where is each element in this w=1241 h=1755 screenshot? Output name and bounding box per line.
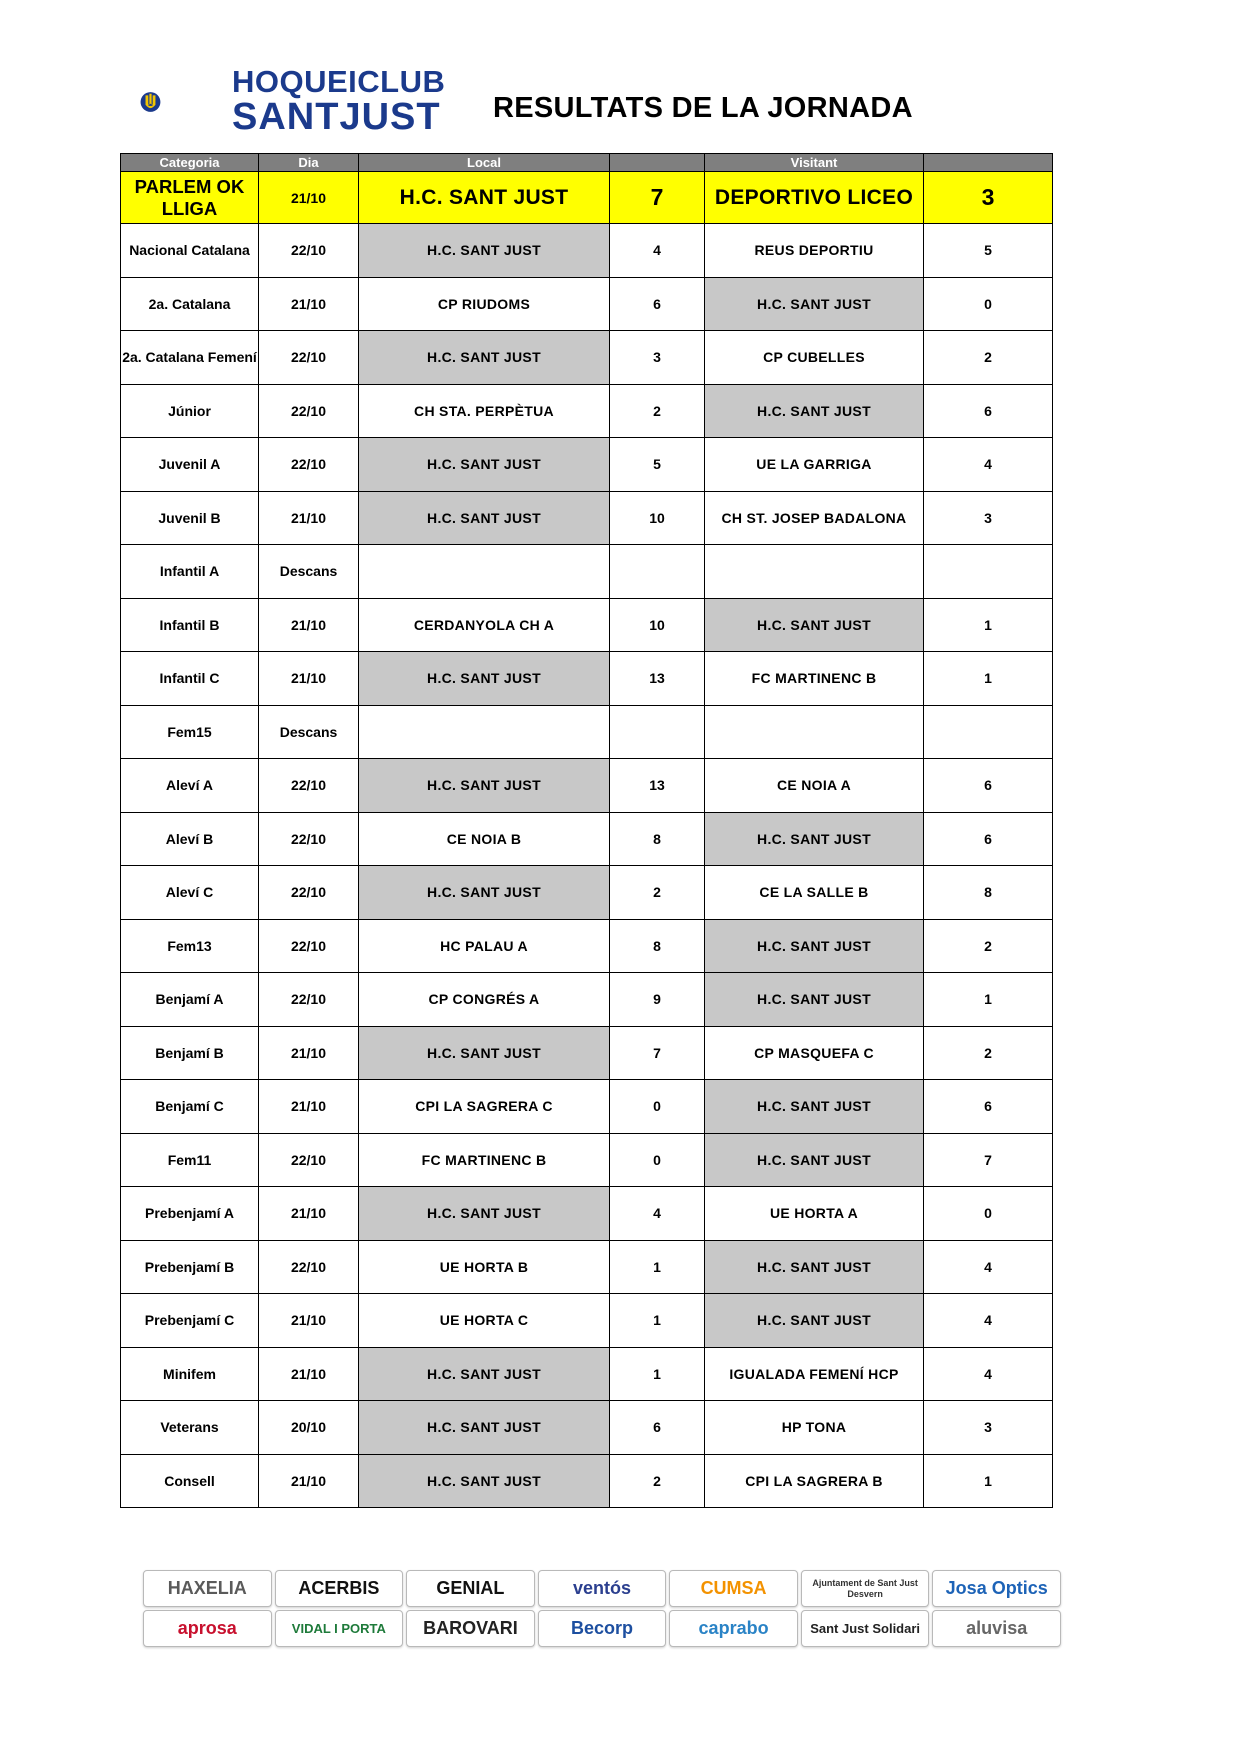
table-row	[121, 1133, 1053, 1187]
category-cell: Nacional Catalana	[121, 224, 259, 278]
table-row	[121, 1240, 1053, 1294]
date-cell: 21/10	[259, 277, 359, 331]
visitor-score-cell: 4	[924, 1240, 1053, 1294]
local-team-cell: UE HORTA B	[359, 1240, 610, 1294]
visitor-score-cell: 6	[924, 759, 1053, 813]
category-cell: Prebenjamí A	[121, 1187, 259, 1241]
local-score-cell	[610, 705, 705, 759]
visitor-score-cell: 7	[924, 1133, 1053, 1187]
local-team-cell: H.C. SANT JUST	[359, 1187, 610, 1241]
local-team-cell	[359, 705, 610, 759]
local-team-cell: HC PALAU A	[359, 919, 610, 973]
column-header-visitor: Visitant	[705, 154, 924, 172]
local-score-cell: 4	[610, 224, 705, 278]
column-header-visitor-score	[924, 154, 1053, 172]
local-team-cell: CP CONGRÉS A	[359, 973, 610, 1027]
category-cell: Juvenil A	[121, 438, 259, 492]
visitor-team-cell: HP TONA	[705, 1401, 924, 1455]
visitor-score-cell	[924, 545, 1053, 599]
local-team-cell: CH STA. PERPÈTUA	[359, 384, 610, 438]
table-row	[121, 1294, 1053, 1348]
table-header-row	[121, 154, 1053, 172]
local-score-cell: 9	[610, 973, 705, 1027]
category-cell: Fem13	[121, 919, 259, 973]
date-cell: 22/10	[259, 866, 359, 920]
date-cell: 22/10	[259, 973, 359, 1027]
table-row	[121, 598, 1053, 652]
featured-match-row	[121, 172, 1053, 224]
visitor-team-cell: CE NOIA A	[705, 759, 924, 813]
table-row	[121, 1401, 1053, 1455]
date-cell: 22/10	[259, 1133, 359, 1187]
table-row	[121, 705, 1053, 759]
table-row	[121, 652, 1053, 706]
date-cell: Descans	[259, 705, 359, 759]
sponsor-logo: Ajuntament de Sant Just Desvern	[801, 1570, 930, 1607]
column-header-category: Categoria	[121, 154, 259, 172]
date-cell: 21/10	[259, 1347, 359, 1401]
category-cell: Veterans	[121, 1401, 259, 1455]
visitor-score-cell: 6	[924, 384, 1053, 438]
table-row	[121, 1454, 1053, 1508]
visitor-team-cell: CE LA SALLE B	[705, 866, 924, 920]
local-team-cell: CPI LA SAGRERA C	[359, 1080, 610, 1134]
visitor-team-cell: H.C. SANT JUST	[705, 973, 924, 1027]
visitor-score-cell: 3	[924, 1401, 1053, 1455]
visitor-team-cell: H.C. SANT JUST	[705, 919, 924, 973]
sponsor-logo: aprosa	[143, 1610, 272, 1647]
local-team-cell: H.C. SANT JUST	[359, 1347, 610, 1401]
table-row	[121, 384, 1053, 438]
local-score-cell: 6	[610, 1401, 705, 1455]
category-cell: Fem15	[121, 705, 259, 759]
sponsor-logo: GENIAL	[406, 1570, 535, 1607]
local-team-cell: FC MARTINENC B	[359, 1133, 610, 1187]
visitor-team-cell: CPI LA SAGRERA B	[705, 1454, 924, 1508]
visitor-team-cell: H.C. SANT JUST	[705, 1240, 924, 1294]
date-cell: 22/10	[259, 438, 359, 492]
local-team-cell: H.C. SANT JUST	[359, 224, 610, 278]
local-team-cell: H.C. SANT JUST	[359, 1454, 610, 1508]
local-score-cell: 5	[610, 438, 705, 492]
category-cell: Benjamí A	[121, 973, 259, 1027]
local-team-cell: CERDANYOLA CH A	[359, 598, 610, 652]
sponsor-logo: ACERBIS	[275, 1570, 404, 1607]
date-cell: 22/10	[259, 812, 359, 866]
visitor-team-cell: FC MARTINENC B	[705, 652, 924, 706]
category-cell: Aleví C	[121, 866, 259, 920]
visitor-score-cell: 0	[924, 1187, 1053, 1241]
visitor-score-cell: 3	[924, 172, 1053, 224]
category-cell: Prebenjamí C	[121, 1294, 259, 1348]
date-cell: 21/10	[259, 1454, 359, 1508]
visitor-score-cell: 2	[924, 919, 1053, 973]
date-cell: 20/10	[259, 1401, 359, 1455]
table-row	[121, 812, 1053, 866]
local-score-cell: 13	[610, 652, 705, 706]
visitor-team-cell: H.C. SANT JUST	[705, 384, 924, 438]
table-row	[121, 491, 1053, 545]
local-team-cell	[359, 545, 610, 599]
date-cell: 21/10	[259, 1080, 359, 1134]
table-row	[121, 1347, 1053, 1401]
date-cell: 22/10	[259, 759, 359, 813]
visitor-score-cell: 3	[924, 491, 1053, 545]
date-cell: Descans	[259, 545, 359, 599]
local-score-cell: 0	[610, 1080, 705, 1134]
date-cell: 21/10	[259, 491, 359, 545]
local-score-cell: 6	[610, 277, 705, 331]
visitor-score-cell: 2	[924, 1026, 1053, 1080]
date-cell: 21/10	[259, 598, 359, 652]
local-score-cell: 4	[610, 1187, 705, 1241]
date-cell: 21/10	[259, 1187, 359, 1241]
visitor-team-cell: IGUALADA FEMENÍ HCP	[705, 1347, 924, 1401]
local-team-cell: CP RIUDOMS	[359, 277, 610, 331]
visitor-score-cell: 5	[924, 224, 1053, 278]
visitor-score-cell: 6	[924, 1080, 1053, 1134]
table-row	[121, 1026, 1053, 1080]
visitor-team-cell: H.C. SANT JUST	[705, 1080, 924, 1134]
category-cell: Benjamí B	[121, 1026, 259, 1080]
table-row	[121, 224, 1053, 278]
visitor-score-cell: 8	[924, 866, 1053, 920]
local-team-cell: H.C. SANT JUST	[359, 652, 610, 706]
category-cell: Consell	[121, 1454, 259, 1508]
sponsor-logo: ventós	[538, 1570, 667, 1607]
visitor-team-cell: H.C. SANT JUST	[705, 277, 924, 331]
visitor-score-cell: 0	[924, 277, 1053, 331]
local-team-cell: H.C. SANT JUST	[359, 866, 610, 920]
date-cell: 21/10	[259, 1294, 359, 1348]
local-score-cell: 10	[610, 598, 705, 652]
sponsor-logo: Becorp	[538, 1610, 667, 1647]
visitor-team-cell: DEPORTIVO LICEO	[705, 172, 924, 224]
column-header-local: Local	[359, 154, 610, 172]
visitor-team-cell: CP MASQUEFA C	[705, 1026, 924, 1080]
sponsor-logo: Josa Optics	[932, 1570, 1061, 1607]
date-cell: 22/10	[259, 224, 359, 278]
category-cell: Infantil B	[121, 598, 259, 652]
sponsor-logo: HAXELIA	[143, 1570, 272, 1607]
visitor-team-cell: UE HORTA A	[705, 1187, 924, 1241]
table-row	[121, 438, 1053, 492]
column-header-local-score	[610, 154, 705, 172]
visitor-team-cell: H.C. SANT JUST	[705, 1294, 924, 1348]
visitor-score-cell: 1	[924, 973, 1053, 1027]
visitor-team-cell	[705, 705, 924, 759]
visitor-team-cell: CH ST. JOSEP BADALONA	[705, 491, 924, 545]
local-team-cell: UE HORTA C	[359, 1294, 610, 1348]
category-cell: Juvenil B	[121, 491, 259, 545]
local-score-cell: 10	[610, 491, 705, 545]
visitor-score-cell: 4	[924, 1347, 1053, 1401]
local-team-cell: H.C. SANT JUST	[359, 491, 610, 545]
local-score-cell: 3	[610, 331, 705, 385]
club-logo-emblem	[140, 64, 220, 140]
local-score-cell: 1	[610, 1294, 705, 1348]
visitor-team-cell: H.C. SANT JUST	[705, 1133, 924, 1187]
table-row	[121, 759, 1053, 813]
visitor-score-cell: 1	[924, 1454, 1053, 1508]
local-score-cell: 1	[610, 1347, 705, 1401]
table-row	[121, 331, 1053, 385]
results-table	[120, 153, 1053, 1508]
local-team-cell: H.C. SANT JUST	[359, 759, 610, 813]
local-score-cell: 8	[610, 919, 705, 973]
visitor-score-cell: 1	[924, 598, 1053, 652]
local-score-cell: 2	[610, 1454, 705, 1508]
sponsor-logo: caprabo	[669, 1610, 798, 1647]
table-row	[121, 545, 1053, 599]
visitor-team-cell: REUS DEPORTIU	[705, 224, 924, 278]
category-cell: Infantil C	[121, 652, 259, 706]
visitor-score-cell: 6	[924, 812, 1053, 866]
category-cell: PARLEM OK LLIGA	[121, 172, 259, 224]
visitor-score-cell: 4	[924, 1294, 1053, 1348]
local-team-cell: H.C. SANT JUST	[359, 172, 610, 224]
visitor-team-cell: CP CUBELLES	[705, 331, 924, 385]
visitor-score-cell: 4	[924, 438, 1053, 492]
visitor-team-cell: UE LA GARRIGA	[705, 438, 924, 492]
local-score-cell: 1	[610, 1240, 705, 1294]
local-score-cell: 7	[610, 172, 705, 224]
sponsor-logo: aluvisa	[932, 1610, 1061, 1647]
local-team-cell: H.C. SANT JUST	[359, 438, 610, 492]
category-cell: 2a. Catalana Femení	[121, 331, 259, 385]
date-cell: 22/10	[259, 919, 359, 973]
category-cell: Aleví A	[121, 759, 259, 813]
category-cell: Minifem	[121, 1347, 259, 1401]
local-score-cell: 8	[610, 812, 705, 866]
table-row	[121, 919, 1053, 973]
sponsors-strip	[143, 1570, 1061, 1647]
local-team-cell: H.C. SANT JUST	[359, 1026, 610, 1080]
local-team-cell: CE NOIA B	[359, 812, 610, 866]
club-logo-wordmark	[232, 66, 445, 136]
visitor-score-cell	[924, 705, 1053, 759]
visitor-score-cell: 2	[924, 331, 1053, 385]
visitor-score-cell: 1	[924, 652, 1053, 706]
club-name-line2: SANTJUST	[232, 96, 441, 138]
sponsor-logo: CUMSA	[669, 1570, 798, 1607]
table-row	[121, 973, 1053, 1027]
sponsor-logo: BAROVARI	[406, 1610, 535, 1647]
category-cell: Júnior	[121, 384, 259, 438]
local-score-cell: 2	[610, 384, 705, 438]
visitor-team-cell: H.C. SANT JUST	[705, 812, 924, 866]
local-team-cell: H.C. SANT JUST	[359, 1401, 610, 1455]
category-cell: Fem11	[121, 1133, 259, 1187]
category-cell: 2a. Catalana	[121, 277, 259, 331]
date-cell: 21/10	[259, 1026, 359, 1080]
category-cell: Aleví B	[121, 812, 259, 866]
date-cell: 21/10	[259, 172, 359, 224]
table-row	[121, 277, 1053, 331]
sponsor-logo: VIDAL I PORTA	[275, 1610, 404, 1647]
date-cell: 22/10	[259, 331, 359, 385]
local-score-cell: 13	[610, 759, 705, 813]
date-cell: 22/10	[259, 384, 359, 438]
date-cell: 21/10	[259, 652, 359, 706]
visitor-team-cell: H.C. SANT JUST	[705, 598, 924, 652]
local-score-cell: 2	[610, 866, 705, 920]
local-score-cell: 0	[610, 1133, 705, 1187]
category-cell: Benjamí C	[121, 1080, 259, 1134]
date-cell: 22/10	[259, 1240, 359, 1294]
category-cell: Prebenjamí B	[121, 1240, 259, 1294]
local-score-cell	[610, 545, 705, 599]
local-team-cell: H.C. SANT JUST	[359, 331, 610, 385]
sponsor-logo: Sant Just Solidari	[801, 1610, 930, 1647]
page-title: RESULTATS DE LA JORNADA	[493, 92, 913, 124]
club-name-line1: HOQUEICLUB	[232, 64, 446, 99]
local-score-cell: 7	[610, 1026, 705, 1080]
table-row	[121, 1080, 1053, 1134]
column-header-date: Dia	[259, 154, 359, 172]
table-row	[121, 866, 1053, 920]
visitor-team-cell	[705, 545, 924, 599]
category-cell: Infantil A	[121, 545, 259, 599]
table-row	[121, 1187, 1053, 1241]
